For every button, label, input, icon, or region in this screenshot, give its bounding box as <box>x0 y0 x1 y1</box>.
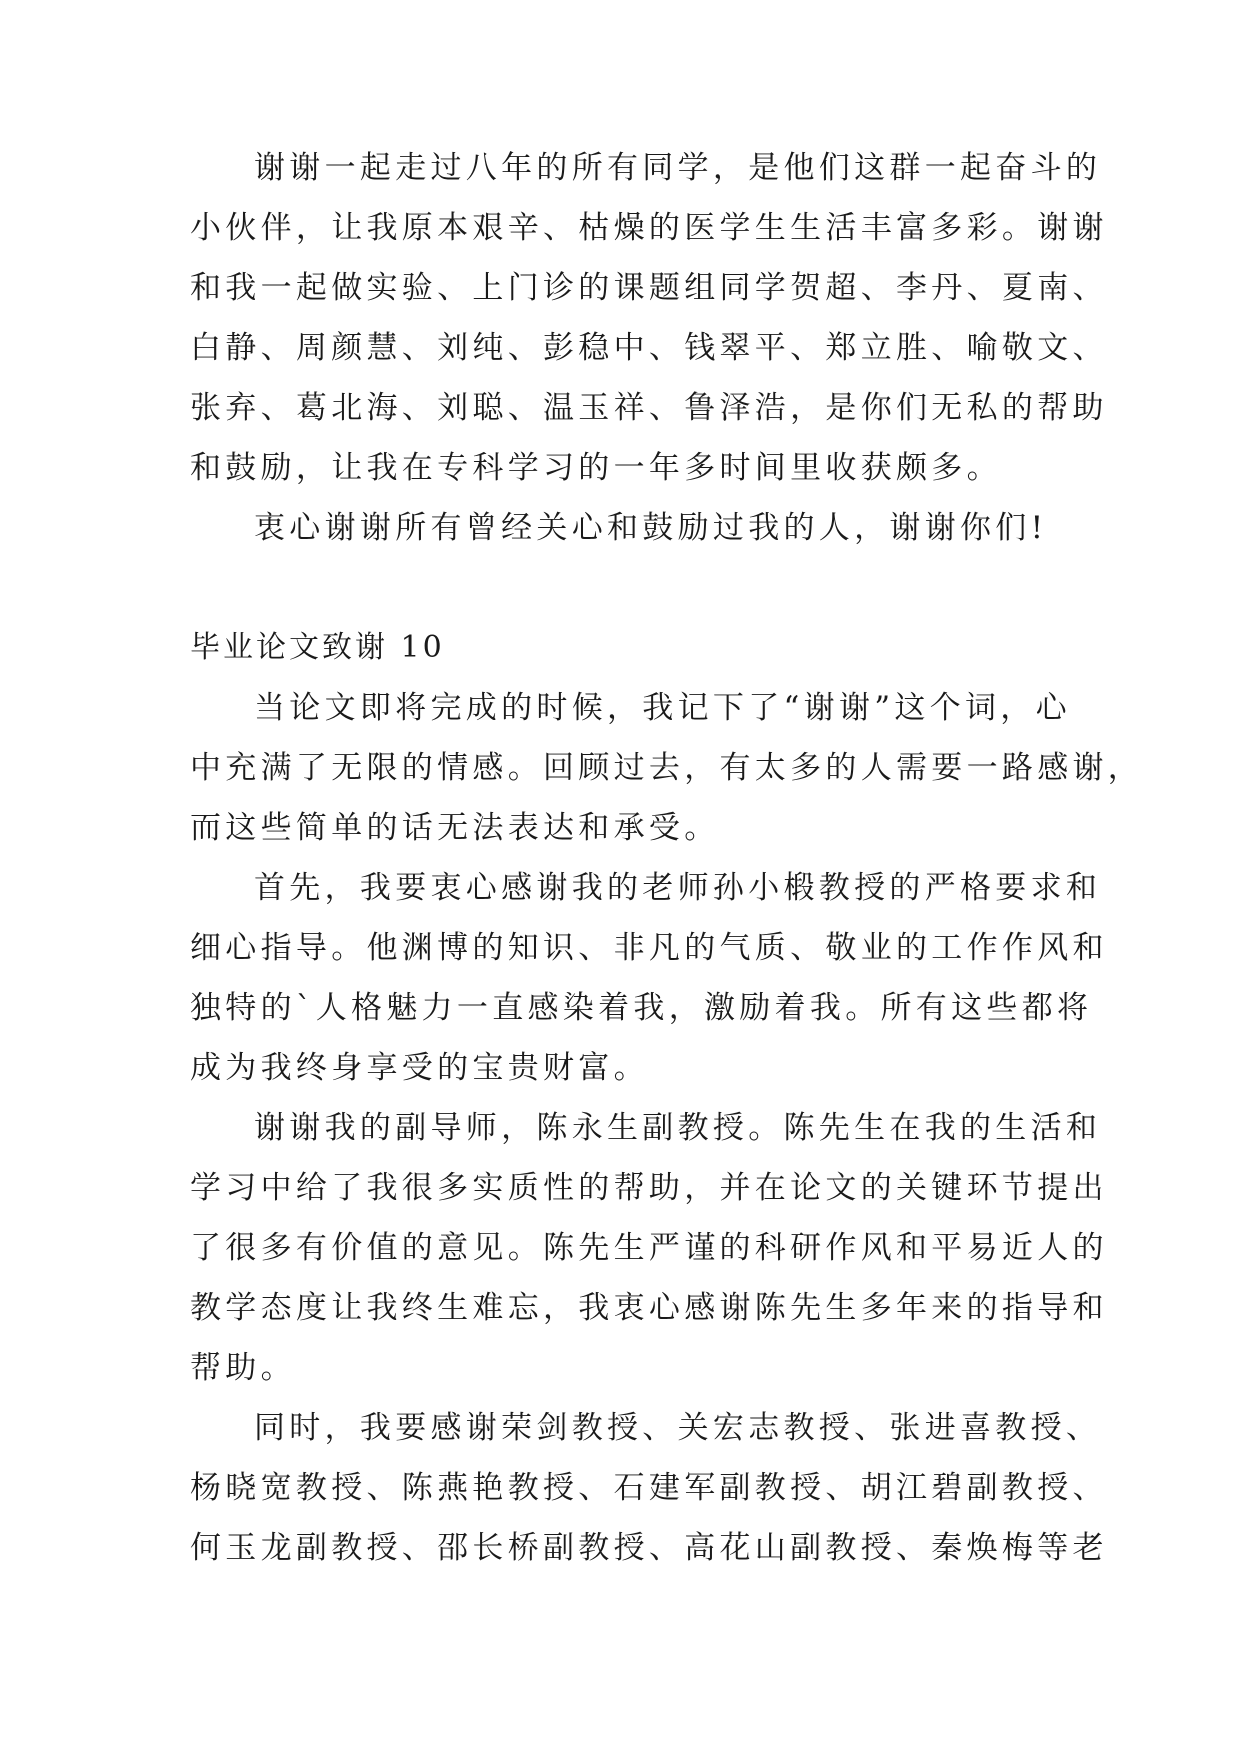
paragraph-line: 学习中给了我很多实质性的帮助，并在论文的关键环节提出 <box>190 1170 1108 1206</box>
paragraph-line: 杨晓宽教授、陈燕艳教授、石建军副教授、胡江碧副教授、 <box>190 1470 1108 1506</box>
paragraph-line: 教学态度让我终生难忘，我衷心感谢陈先生多年来的指导和 <box>190 1290 1108 1326</box>
paragraph-line: 小伙伴，让我原本艰辛、枯燥的医学生生活丰富多彩。谢谢 <box>190 210 1108 246</box>
paragraph-line: 衷心谢谢所有曾经关心和鼓励过我的人，谢谢你们! <box>254 510 1048 546</box>
paragraph-line: 和鼓励，让我在专科学习的一年多时间里收获颇多。 <box>190 450 1002 486</box>
paragraph-line: 白静、周颜慧、刘纯、彭稳中、钱翠平、郑立胜、喻敬文、 <box>190 330 1108 366</box>
paragraph-line: 中充满了无限的情感。回顾过去，有太多的人需要一路感谢， <box>190 750 1144 786</box>
paragraph-line: 同时，我要感谢荣剑教授、关宏志教授、张进喜教授、 <box>254 1410 1102 1446</box>
paragraph-line: 当论文即将完成的时候，我记下了“谢谢”这个词，心 <box>254 690 1071 726</box>
paragraph-line: 谢谢我的副导师，陈永生副教授。陈先生在我的生活和 <box>254 1110 1102 1146</box>
paragraph-line: 张弃、葛北海、刘聪、温玉祥、鲁泽浩，是你们无私的帮助 <box>190 390 1108 426</box>
paragraph-line: 谢谢一起走过八年的所有同学，是他们这群一起奋斗的 <box>254 150 1102 186</box>
section-heading: 毕业论文致谢 10 <box>190 630 445 665</box>
paragraph-line: 而这些简单的话无法表达和承受。 <box>190 810 720 846</box>
paragraph-line: 成为我终身享受的宝贵财富。 <box>190 1050 649 1086</box>
paragraph-line: 何玉龙副教授、邵长桥副教授、高花山副教授、秦焕梅等老 <box>190 1530 1108 1566</box>
paragraph-line: 和我一起做实验、上门诊的课题组同学贺超、李丹、夏南、 <box>190 270 1108 306</box>
paragraph-line: 首先，我要衷心感谢我的老师孙小椴教授的严格要求和 <box>254 870 1102 906</box>
paragraph-line: 了很多有价值的意见。陈先生严谨的科研作风和平易近人的 <box>190 1230 1108 1266</box>
paragraph-line: 细心指导。他渊博的知识、非凡的气质、敬业的工作作风和 <box>190 930 1108 966</box>
paragraph-line: 独特的`人格魅力一直感染着我，激励着我。所有这些都将 <box>190 990 1093 1026</box>
paragraph-line: 帮助。 <box>190 1350 296 1386</box>
